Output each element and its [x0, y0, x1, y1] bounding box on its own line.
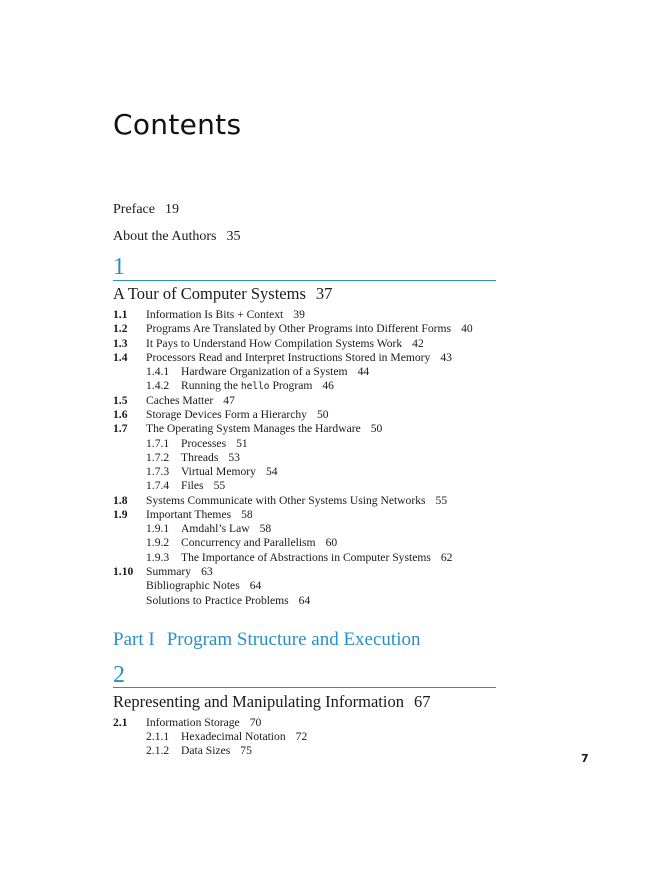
section-number: 1.7 [113, 422, 128, 435]
section-number: 1.3 [113, 337, 128, 350]
subsection-page: 44 [357, 365, 370, 378]
section-title: Summary 63 [146, 565, 213, 578]
section-title: Systems Communicate with Other Systems Using Networks 55 [146, 494, 448, 507]
section-page: 63 [201, 565, 213, 578]
subsection-number: 1.7.3 [146, 465, 170, 478]
chapter-title[interactable] [113, 284, 332, 304]
subsection-page: 46 [322, 379, 334, 392]
subsection-title: Data Sizes 75 [181, 744, 252, 757]
chapter-title-text: Representing and Manipulating Information [113, 692, 404, 711]
section-page: 64 [249, 579, 262, 592]
subsection-number: 1.9.2 [146, 536, 170, 549]
chapter-rule [113, 280, 496, 281]
chapter-number: 1 [113, 254, 125, 280]
section-number: 1.10 [113, 565, 134, 578]
subsection-number: 1.7.4 [146, 479, 170, 492]
section-number: 1.4 [113, 351, 128, 364]
section-page: 64 [298, 594, 311, 607]
section-page: 40 [461, 322, 473, 335]
part-title: Program Structure and Execution [166, 629, 421, 650]
chapter-title[interactable] [113, 692, 430, 712]
entry-title: Preface [113, 202, 155, 217]
subsection-page: 51 [236, 437, 248, 450]
part-label: Part I [113, 629, 155, 650]
subsection-number: 1.9.1 [146, 522, 170, 535]
chapter-title-text: A Tour of Computer Systems [113, 284, 306, 303]
subsection-page: 60 [325, 536, 338, 549]
subsection-page: 62 [440, 551, 453, 564]
chapter-page: 37 [315, 284, 333, 303]
section-title: Information Is Bits + Context 39 [146, 308, 305, 321]
section-title: Important Themes 58 [146, 508, 253, 521]
subsection-number: 1.9.3 [146, 551, 170, 564]
chapter-number: 2 [113, 662, 125, 688]
entry-page: 35 [226, 229, 241, 244]
section-page: 58 [241, 508, 253, 521]
section-page: 42 [412, 337, 424, 350]
section-title: It Pays to Understand How Compilation Systems Work 42 [146, 337, 424, 350]
subsection-title: Hardware Organization of a System 44 [181, 365, 370, 378]
section-page: 43 [440, 351, 452, 364]
section-number: 1.2 [113, 322, 128, 335]
toc-entry-preface[interactable] [113, 202, 179, 218]
section-title: Solutions to Practice Problems 64 [146, 594, 311, 607]
subsection-number: 2.1.2 [146, 744, 170, 757]
subsection-title: The Importance of Abstractions in Computer Systems 62 [181, 551, 453, 564]
section-page: 47 [223, 394, 235, 407]
section-number: 1.5 [113, 394, 128, 407]
section-number: 1.8 [113, 494, 128, 507]
subsection-number: 1.4.1 [146, 365, 170, 378]
subsection-title: Running the hello Program 46 [181, 379, 334, 392]
subsection-title: Amdahl’s Law 58 [181, 522, 272, 535]
section-title: Programs Are Translated by Other Programs into Different Forms 40 [146, 322, 473, 335]
chapter-rule [113, 687, 496, 688]
part-heading[interactable] [113, 629, 420, 651]
section-number: 1.1 [113, 308, 128, 321]
subsection-page: 75 [240, 744, 252, 757]
section-title: Caches Matter 47 [146, 394, 235, 407]
page-number: 7 [581, 752, 589, 765]
subsection-title: Concurrency and Parallelism 60 [181, 536, 338, 549]
subsection-page: 58 [259, 522, 272, 535]
section-title: The Operating System Manages the Hardware 50 [146, 422, 383, 435]
subsection-title: Virtual Memory 54 [181, 465, 278, 478]
subsection-number: 1.7.1 [146, 437, 170, 450]
subsection-title: Threads 53 [181, 451, 240, 464]
section-page: 50 [316, 408, 329, 421]
section-title: Processors Read and Interpret Instructions Stored in Memory 43 [146, 351, 452, 364]
subsection-page: 72 [295, 730, 308, 743]
subsection-title: Hexadecimal Notation 72 [181, 730, 308, 743]
code-hello: hello [240, 381, 270, 392]
section-number: 2.1 [113, 716, 128, 729]
entry-title: About the Authors [113, 229, 217, 244]
section-title: Information Storage 70 [146, 716, 262, 729]
subsection-page: 54 [265, 465, 278, 478]
subsection-title: Files 55 [181, 479, 226, 492]
entry-page: 19 [164, 202, 179, 217]
section-number: 1.6 [113, 408, 128, 421]
section-title: Bibliographic Notes 64 [146, 579, 262, 592]
subsection-number: 1.7.2 [146, 451, 170, 464]
subsection-page: 53 [228, 451, 240, 464]
section-page: 55 [435, 494, 448, 507]
subsection-title: Processes 51 [181, 437, 248, 450]
subsection-page: 55 [213, 479, 226, 492]
section-page: 39 [293, 308, 305, 321]
subsection-number: 1.4.2 [146, 379, 170, 392]
section-title: Storage Devices Form a Hierarchy 50 [146, 408, 329, 421]
section-page: 70 [249, 716, 262, 729]
toc-entry-about-authors[interactable] [113, 229, 240, 245]
section-page: 50 [370, 422, 383, 435]
chapter-page: 67 [413, 692, 431, 711]
section-number: 1.9 [113, 508, 128, 521]
subsection-number: 2.1.1 [146, 730, 170, 743]
page-title: Contents [113, 108, 242, 141]
